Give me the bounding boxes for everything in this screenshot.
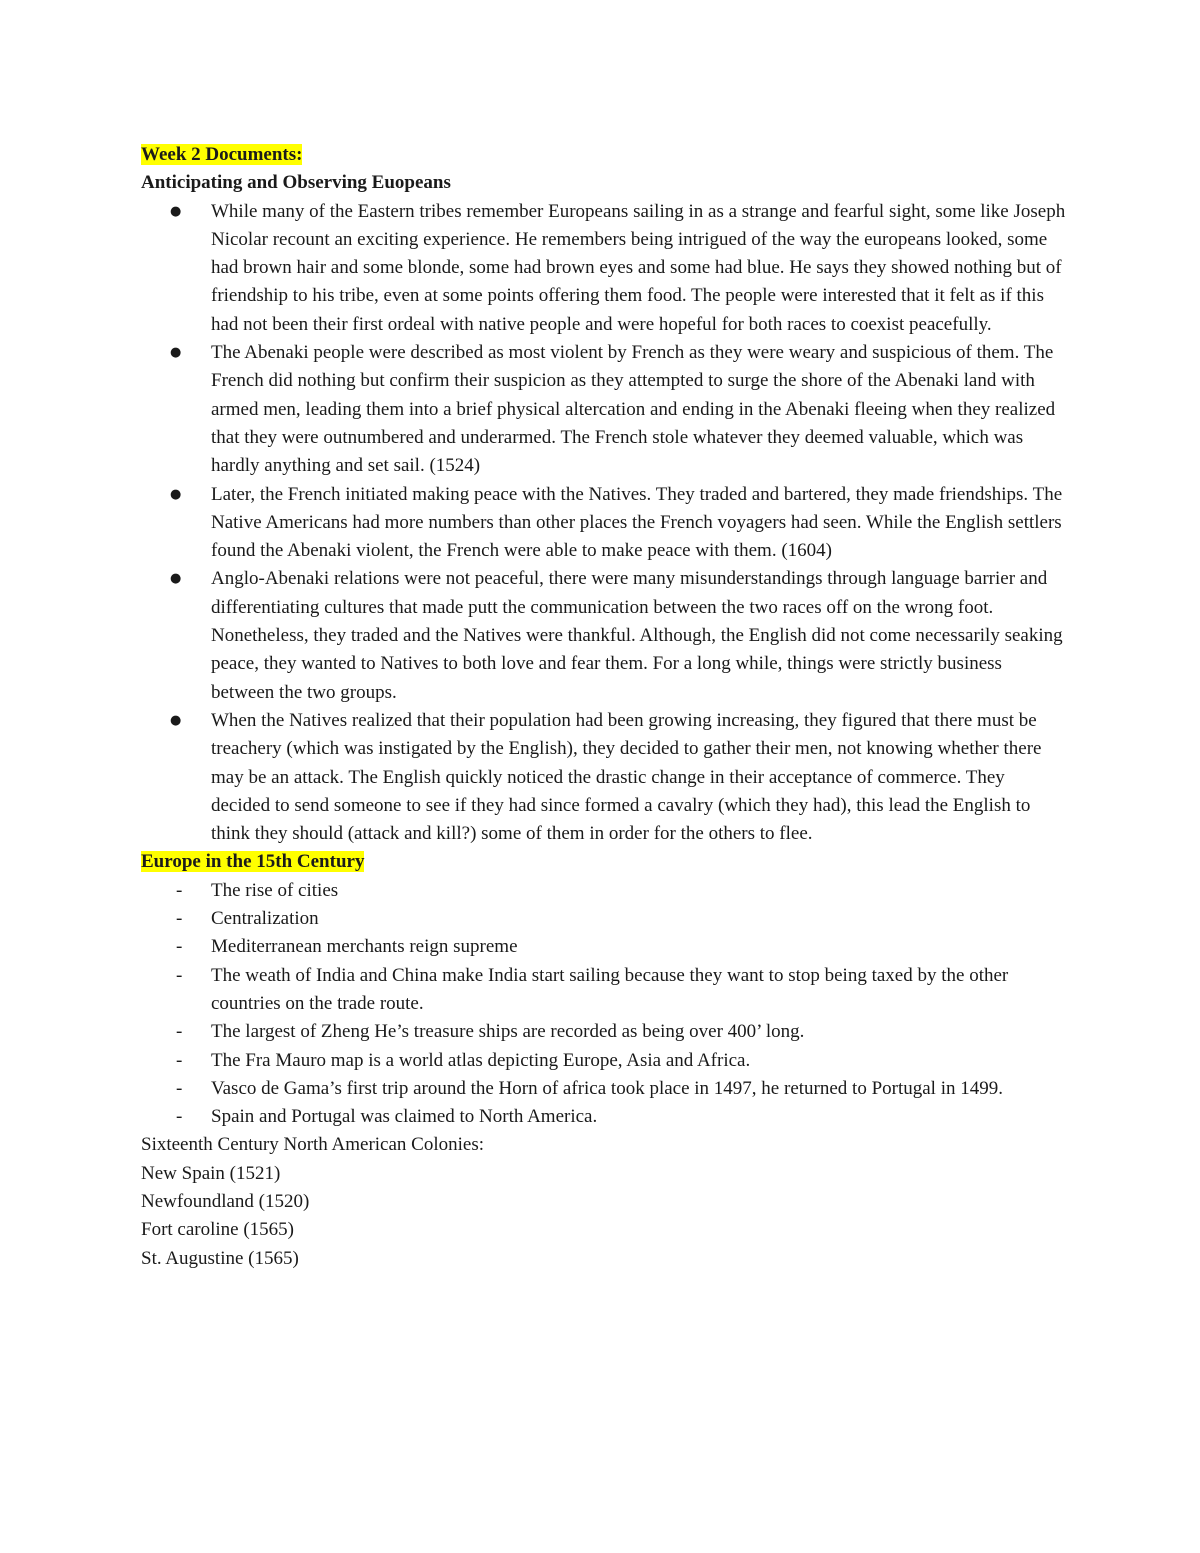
list-item xyxy=(141,877,1066,905)
bullet-icon: ● xyxy=(170,203,182,219)
bullet-icon: ● xyxy=(170,486,182,502)
list-item-text: Centralization xyxy=(211,908,319,930)
dash-list xyxy=(141,877,1066,1132)
bullet-icon: ● xyxy=(170,571,182,587)
list-item xyxy=(141,1075,1066,1103)
colonies-heading: Sixteenth Century North American Colonies: xyxy=(141,1134,485,1156)
list-item-text: The Abenaki people were described as most violent by French as they were weary and suspicious of them. The French did nothing but confirm their suspicion as they attempted to surge the shore of the Abenaki land with armed men, leading them into a brief physical altercation and ending in the Abenaki fleeing when they realized that they were outnumbered and underarmed. The French stole whatever they deemed valuable, which was hardly anything and set sail. (1524) xyxy=(211,342,1056,477)
colony-line: Fort caroline (1565) xyxy=(141,1219,295,1241)
list-item-text: Vasco de Gama’s first trip around the Horn of africa took place in 1497, he returned to Portugal in 1499. xyxy=(211,1077,1003,1099)
list-item-text: Anglo-Abenaki relations were not peaceful, there were many misunderstandings through language barrier and differentiating cultures that made putt the communication between the two races off on the wrong foot. Nonetheless, they traded and the Natives were thankful. Although, the English did not come necessarily seaking peace, they wanted to Natives to both love and fear them. For a long while, things were strictly business between the two groups. xyxy=(211,568,1063,703)
list-item xyxy=(141,707,1066,848)
list-item xyxy=(141,481,1066,566)
list-item-text: Mediterranean merchants reign supreme xyxy=(211,936,518,958)
list-item xyxy=(141,565,1066,706)
list-item-text: When the Natives realized that their population had been growing increasing, they figured that there must be treachery (which was instigated by the English), they decided to gather their men, not knowing whether there may be an attack. The English quickly noticed the drastic change in their acceptance of commerce. They decided to send someone to see if they had since formed a cavalry (which they had), this lead the English to think they should (attack and kill?) some of them in order for the others to flee. xyxy=(211,709,1042,845)
highlighted-title: Europe in the 15th Century xyxy=(141,851,365,873)
list-item xyxy=(141,339,1066,480)
list-item-text: The largest of Zheng He’s treasure ships are recorded as being over 400’ long. xyxy=(211,1021,805,1043)
list-item xyxy=(141,198,1066,339)
list-item xyxy=(141,905,1066,933)
list-item-text: The Fra Mauro map is a world atlas depicting Europe, Asia and Africa. xyxy=(211,1049,751,1071)
list-item xyxy=(141,1047,1066,1075)
document-page xyxy=(141,141,1066,1273)
bullet-icon: ● xyxy=(170,712,182,728)
dash-icon: - xyxy=(176,1077,183,1099)
dash-icon: - xyxy=(176,1021,183,1043)
list-item-text: Spain and Portugal was claimed to North America. xyxy=(211,1106,598,1128)
list-item xyxy=(141,1103,1066,1131)
dash-icon: - xyxy=(176,1106,183,1128)
bullet-list xyxy=(141,198,1066,849)
colony-line: New Spain (1521) xyxy=(141,1162,281,1184)
list-item xyxy=(141,1018,1066,1046)
colony-line: St. Augustine (1565) xyxy=(141,1247,299,1269)
colony-line: Newfoundland (1520) xyxy=(141,1190,310,1212)
list-item-text: Later, the French initiated making peace with the Natives. They traded and bartered, they made friendships. The Native Americans had more numbers than other places the French voyagers had seen. While the English settlers found the Abenaki violent, the French were able to make peace with them. (1604) xyxy=(211,483,1063,562)
list-item xyxy=(141,962,1066,1019)
section-title-week-2 xyxy=(141,141,1066,169)
dash-icon: - xyxy=(176,964,183,986)
section-subtitle: Anticipating and Observing Euopeans xyxy=(141,172,451,194)
dash-icon: - xyxy=(176,908,183,930)
section-title-europe xyxy=(141,848,1066,876)
dash-icon: - xyxy=(176,879,183,901)
dash-icon: - xyxy=(176,936,183,958)
dash-icon: - xyxy=(176,1049,183,1071)
list-item-text: The weath of India and China make India start sailing because they want to stop being taxed by the other countries on the trade route. xyxy=(211,964,1009,1014)
highlighted-title: Week 2 Documents: xyxy=(141,144,303,165)
list-item-text: The rise of cities xyxy=(211,879,339,901)
list-item-text: While many of the Eastern tribes remember Europeans sailing in as a strange and fearful sight, some like Joseph Nicolar recount an exciting experience. He remembers being intrigued of the way the europeans looked, some had brown hair and some blonde, some had brown eyes and some had blue. He says they showed nothing but of friendship to his tribe, even at some points offering them food. The people were interested that it felt as if this had not been their first ordeal with native people and were hopeful for both races to coexist peacefully. xyxy=(211,200,1066,335)
list-item xyxy=(141,933,1066,961)
bullet-icon: ● xyxy=(170,345,182,361)
